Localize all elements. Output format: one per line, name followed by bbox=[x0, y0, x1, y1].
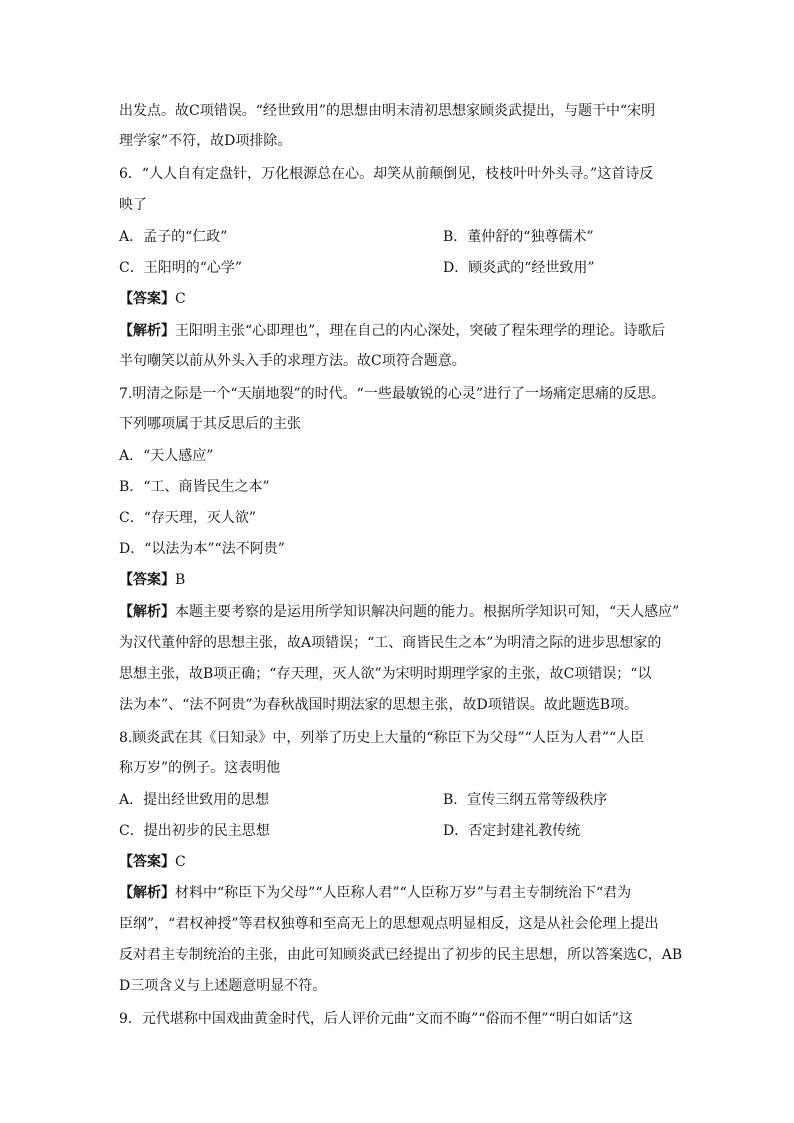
q8-analysis-cont: 反对君主专制统治的主张，由此可知顾炎武已经提出了初步的民主思想，所以答案选C，AB bbox=[119, 947, 683, 963]
q7-analysis bbox=[119, 602, 679, 622]
analysis-text: 王阳明主张“心即理也”，理在自己的内心深处，突破了程朱理学的理论。诗歌后 bbox=[175, 323, 666, 339]
q6-answer bbox=[119, 289, 679, 309]
q7-analysis-cont: 思想主张，故B项正确；“存天理，灭人欲”为宋明时期理学家的主张，故C项错误；“以 bbox=[119, 666, 652, 682]
question-8-stem-cont: 称万岁”的例子。这表明他 bbox=[119, 760, 281, 776]
analysis-text: 本题主要考察的是运用所学知识解决问题的能力。根据所学知识可知，“天人感应” bbox=[175, 604, 680, 620]
q7-option-c: C．“存天理，灭人欲” bbox=[119, 510, 257, 526]
q6-option-a: A．孟子的“仁政” bbox=[119, 229, 228, 245]
question-8-stem: 8.顾炎武在其《日知录》中，列举了历史上大量的“称臣下为父母”“人臣为人君”“人臣 bbox=[119, 730, 645, 746]
answer-value: B bbox=[175, 572, 186, 588]
q7-analysis-cont: 法为本”、“法不阿贵”为春秋战国时期法家的思想主张，故D项错误。故此题选B项。 bbox=[119, 697, 638, 713]
question-6-stem-cont: 映了 bbox=[119, 197, 147, 213]
question-6-stem: 6．“人人自有定盘针，万化根源总在心。却笑从前颠倒见，枝枝叶叶外头寻。”这首诗反 bbox=[119, 166, 654, 182]
analysis-label: 【解析】 bbox=[119, 885, 175, 901]
q8-option-b: B．宣传三纲五常等级秩序 bbox=[443, 792, 608, 808]
q8-option-c: C．提出初步的民主思想 bbox=[119, 823, 270, 839]
answer-label: 【答案】 bbox=[119, 572, 175, 588]
q8-analysis-cont: 臣纲”，“君权神授”等君权独尊和至高无上的思想观点明显相反，这是从社会伦理上提出 bbox=[119, 916, 659, 932]
q6-analysis bbox=[119, 321, 679, 341]
q8-option-d: D．否定封建礼教传统 bbox=[443, 823, 581, 839]
q7-option-a: A．“天人感应” bbox=[119, 448, 214, 464]
answer-label: 【答案】 bbox=[119, 291, 175, 307]
q6-option-d: D．顾炎武的“经世致用” bbox=[443, 260, 595, 276]
analysis-text: 材料中“称臣下为父母”“人臣称人君”“人臣称万岁”与君主专制统治下“君为 bbox=[175, 885, 632, 901]
q8-answer bbox=[119, 852, 679, 872]
q7-option-b: B．“工、商皆民生之本” bbox=[119, 479, 270, 495]
answer-value: C bbox=[175, 291, 186, 307]
analysis-label: 【解析】 bbox=[119, 604, 175, 620]
q6-option-b: B．董仲舒的“独尊儒术” bbox=[443, 229, 594, 245]
text-line: 理学家”不符，故D项排除。 bbox=[119, 133, 292, 149]
analysis-label: 【解析】 bbox=[119, 323, 175, 339]
question-7-stem: 7.明清之际是一个“天崩地裂”的时代。“一些最敏锐的心灵”进行了一场痛定思痛的反思。 bbox=[119, 386, 665, 402]
q8-analysis-cont: D三项含义与上述题意明显不符。 bbox=[119, 978, 327, 994]
question-9-stem: 9．元代堪称中国戏曲黄金时代，后人评价元曲“文而不晦”“俗而不俚”“明白如话”这 bbox=[119, 1011, 633, 1027]
q7-analysis-cont: 为汉代董仲舒的思想主张，故A项错误；“工、商皆民生之本”为明清之际的进步思想家的 bbox=[119, 635, 662, 651]
q6-analysis-cont: 半句嘲笑以前从外头入手的求理方法。故C项符合题意。 bbox=[119, 353, 466, 369]
q8-option-a: A．提出经世致用的思想 bbox=[119, 792, 270, 808]
text-line: 出发点。故C项错误。“经世致用”的思想由明末清初思想家顾炎武提出，与题干中“宋明 bbox=[119, 103, 656, 119]
answer-label: 【答案】 bbox=[119, 854, 175, 870]
answer-value: C bbox=[175, 854, 186, 870]
q6-option-c: C．王阳明的“心学” bbox=[119, 260, 243, 276]
q8-analysis bbox=[119, 883, 679, 903]
question-7-stem-cont: 下列哪项属于其反思后的主张 bbox=[119, 416, 301, 432]
q7-answer bbox=[119, 570, 679, 590]
q7-option-d: D．“以法为本”“法不阿贵” bbox=[119, 541, 285, 557]
